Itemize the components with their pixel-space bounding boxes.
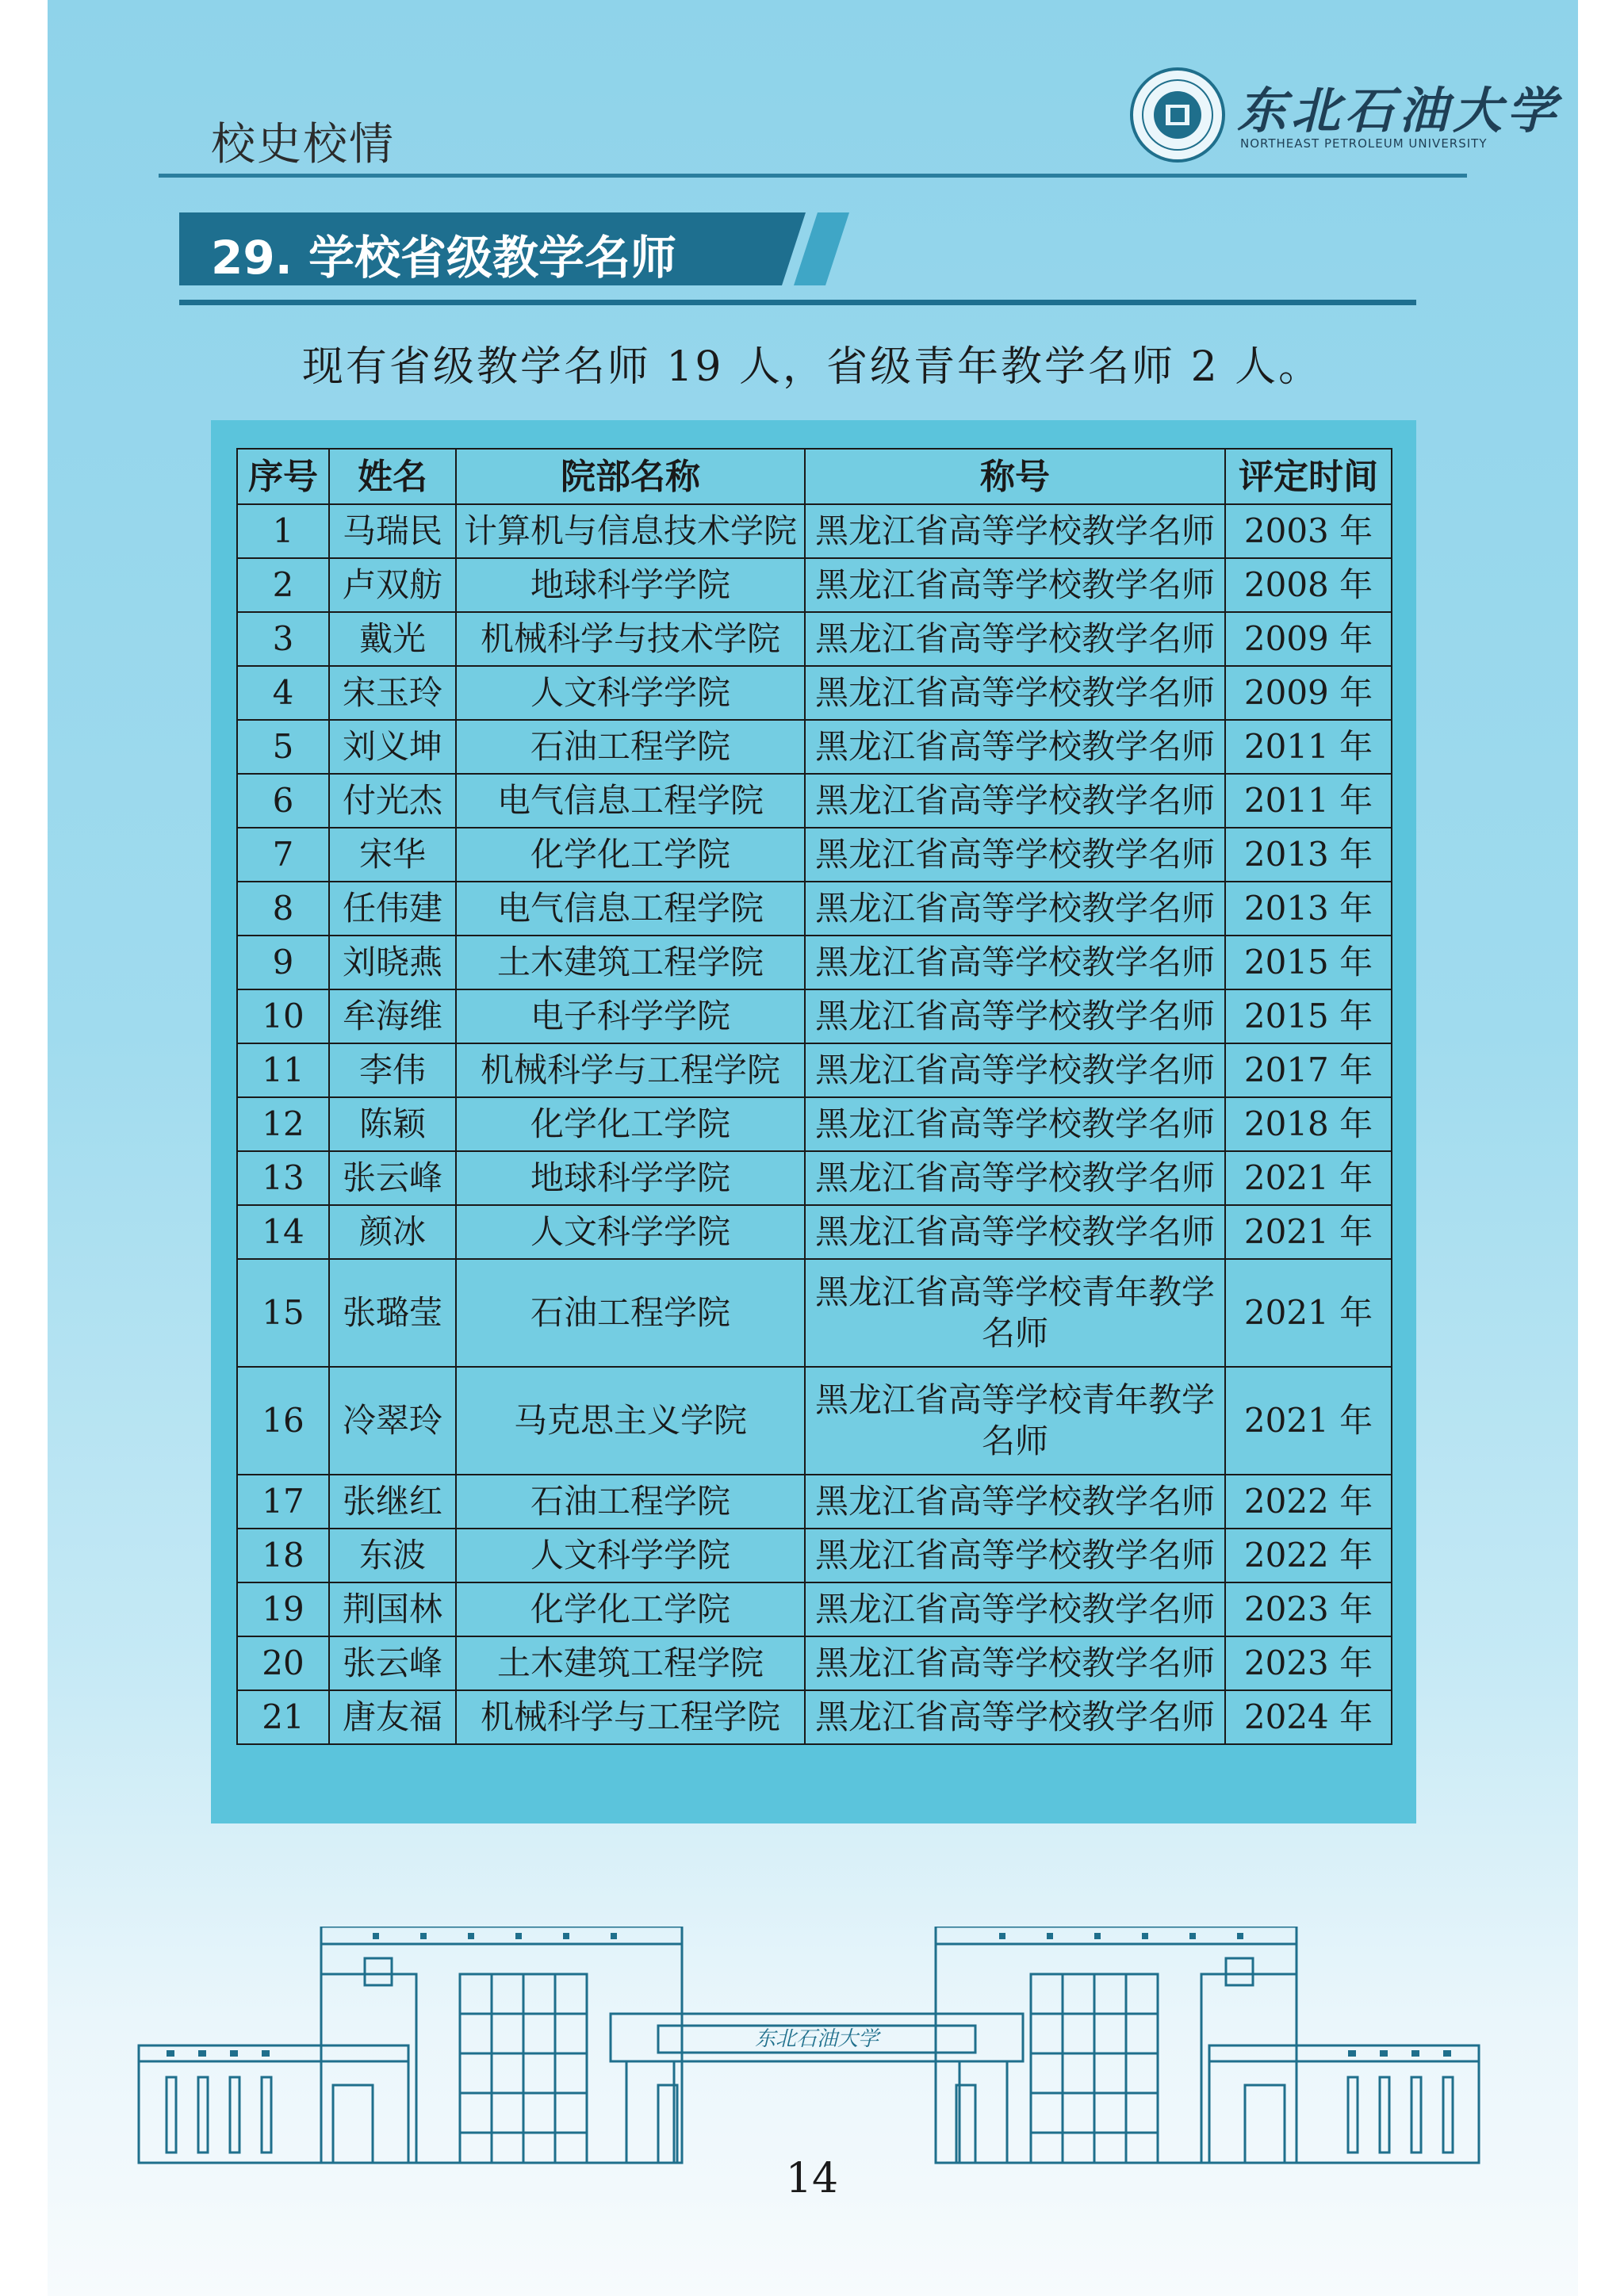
teacher-name: 卢双舫	[329, 558, 456, 612]
table-row	[237, 1367, 1392, 1475]
teacher-name: 牟海维	[329, 989, 456, 1043]
honor-title: 黑龙江省高等学校教学名师	[805, 936, 1225, 989]
department-name: 石油工程学院	[456, 1475, 805, 1529]
teacher-name: 张继红	[329, 1475, 456, 1529]
university-seal-icon	[1126, 63, 1229, 166]
header-rule	[159, 174, 1467, 178]
department-name: 石油工程学院	[456, 1259, 805, 1367]
honor-title: 黑龙江省高等学校青年教学名师	[805, 1367, 1225, 1475]
teacher-name: 戴光	[329, 612, 456, 666]
award-year: 2018 年	[1225, 1097, 1392, 1151]
table-row	[237, 774, 1392, 828]
table-row	[237, 1475, 1392, 1529]
award-year: 2013 年	[1225, 828, 1392, 882]
column-header: 序号	[237, 449, 329, 504]
honor-title: 黑龙江省高等学校教学名师	[805, 558, 1225, 612]
teacher-name: 张云峰	[329, 1636, 456, 1690]
table-row	[237, 882, 1392, 936]
row-index: 21	[237, 1690, 329, 1744]
row-index: 6	[237, 774, 329, 828]
row-index: 4	[237, 666, 329, 720]
honor-title: 黑龙江省高等学校教学名师	[805, 1636, 1225, 1690]
department-name: 土木建筑工程学院	[456, 1636, 805, 1690]
table-row	[237, 1151, 1392, 1205]
department-name: 石油工程学院	[456, 720, 805, 774]
award-year: 2015 年	[1225, 936, 1392, 989]
column-header: 评定时间	[1225, 449, 1392, 504]
row-index: 9	[237, 936, 329, 989]
teacher-name: 付光杰	[329, 774, 456, 828]
award-year: 2024 年	[1225, 1690, 1392, 1744]
teacher-name: 冷翠玲	[329, 1367, 456, 1475]
table-row	[237, 1259, 1392, 1367]
teacher-name: 任伟建	[329, 882, 456, 936]
honor-title: 黑龙江省高等学校教学名师	[805, 1690, 1225, 1744]
department-name: 机械科学与技术学院	[456, 612, 805, 666]
department-name: 电子科学学院	[456, 989, 805, 1043]
table-row	[237, 936, 1392, 989]
column-header: 姓名	[329, 449, 456, 504]
honor-title: 黑龙江省高等学校教学名师	[805, 1205, 1225, 1259]
award-year: 2021 年	[1225, 1259, 1392, 1367]
honor-title: 黑龙江省高等学校教学名师	[805, 828, 1225, 882]
department-name: 化学化工学院	[456, 1097, 805, 1151]
award-year: 2008 年	[1225, 558, 1392, 612]
row-index: 3	[237, 612, 329, 666]
teacher-name: 颜冰	[329, 1205, 456, 1259]
page-number: 14	[785, 2155, 839, 2202]
department-name: 电气信息工程学院	[456, 774, 805, 828]
department-name: 化学化工学院	[456, 828, 805, 882]
award-year: 2017 年	[1225, 1043, 1392, 1097]
row-index: 7	[237, 828, 329, 882]
row-index: 1	[237, 504, 329, 558]
table-row	[237, 1529, 1392, 1582]
award-year: 2022 年	[1225, 1475, 1392, 1529]
row-index: 2	[237, 558, 329, 612]
award-year: 2021 年	[1225, 1367, 1392, 1475]
department-name: 计算机与信息技术学院	[456, 504, 805, 558]
row-index: 13	[237, 1151, 329, 1205]
section-label: 校史校情	[211, 119, 395, 170]
table-row	[237, 1690, 1392, 1744]
title-rule	[179, 300, 1416, 305]
teacher-name: 马瑞民	[329, 504, 456, 558]
award-year: 2013 年	[1225, 882, 1392, 936]
gate-sign-text: 东北石油大学	[754, 2027, 879, 2051]
column-header: 院部名称	[456, 449, 805, 504]
award-year: 2011 年	[1225, 720, 1392, 774]
honor-title: 黑龙江省高等学校教学名师	[805, 774, 1225, 828]
department-name: 地球科学学院	[456, 1151, 805, 1205]
teacher-name: 李伟	[329, 1043, 456, 1097]
award-year: 2003 年	[1225, 504, 1392, 558]
honor-title: 黑龙江省高等学校教学名师	[805, 1475, 1225, 1529]
award-year: 2021 年	[1225, 1205, 1392, 1259]
department-name: 地球科学学院	[456, 558, 805, 612]
honor-title: 黑龙江省高等学校教学名师	[805, 666, 1225, 720]
honor-title: 黑龙江省高等学校青年教学名师	[805, 1259, 1225, 1367]
table-row	[237, 1043, 1392, 1097]
section-title-bar	[179, 212, 861, 285]
teacher-name: 东波	[329, 1529, 456, 1582]
department-name: 机械科学与工程学院	[456, 1690, 805, 1744]
row-index: 12	[237, 1097, 329, 1151]
table-row	[237, 612, 1392, 666]
honor-title: 黑龙江省高等学校教学名师	[805, 989, 1225, 1043]
intro-text: 现有省级教学名师 19 人，省级青年教学名师 2 人。	[301, 343, 1323, 391]
table-row	[237, 1636, 1392, 1690]
award-year: 2011 年	[1225, 774, 1392, 828]
honor-title: 黑龙江省高等学校教学名师	[805, 1097, 1225, 1151]
department-name: 人文科学学院	[456, 666, 805, 720]
department-name: 人文科学学院	[456, 1529, 805, 1582]
logo-text: 东北石油大学	[1237, 82, 1561, 140]
honor-title: 黑龙江省高等学校教学名师	[805, 612, 1225, 666]
row-index: 18	[237, 1529, 329, 1582]
award-year: 2015 年	[1225, 989, 1392, 1043]
table-row	[237, 504, 1392, 558]
honor-title: 黑龙江省高等学校教学名师	[805, 1151, 1225, 1205]
row-index: 17	[237, 1475, 329, 1529]
table-row	[237, 1582, 1392, 1636]
honor-title: 黑龙江省高等学校教学名师	[805, 882, 1225, 936]
table-row	[237, 828, 1392, 882]
table-row	[237, 666, 1392, 720]
table-row	[237, 1205, 1392, 1259]
honor-title: 黑龙江省高等学校教学名师	[805, 504, 1225, 558]
table-row	[237, 989, 1392, 1043]
row-index: 19	[237, 1582, 329, 1636]
honor-title: 黑龙江省高等学校教学名师	[805, 1043, 1225, 1097]
teacher-name: 刘晓燕	[329, 936, 456, 989]
department-name: 电气信息工程学院	[456, 882, 805, 936]
award-year: 2009 年	[1225, 612, 1392, 666]
honor-title: 黑龙江省高等学校教学名师	[805, 1582, 1225, 1636]
department-name: 机械科学与工程学院	[456, 1043, 805, 1097]
row-index: 14	[237, 1205, 329, 1259]
row-index: 16	[237, 1367, 329, 1475]
department-name: 化学化工学院	[456, 1582, 805, 1636]
column-header: 称号	[805, 449, 1225, 504]
table-header-row	[237, 449, 1392, 504]
table-row	[237, 1097, 1392, 1151]
row-index: 5	[237, 720, 329, 774]
teacher-name: 刘义坤	[329, 720, 456, 774]
award-year: 2021 年	[1225, 1151, 1392, 1205]
table-row	[237, 558, 1392, 612]
department-name: 人文科学学院	[456, 1205, 805, 1259]
teacher-name: 陈颖	[329, 1097, 456, 1151]
teacher-name: 荆国林	[329, 1582, 456, 1636]
row-index: 15	[237, 1259, 329, 1367]
teacher-name: 张璐莹	[329, 1259, 456, 1367]
award-year: 2009 年	[1225, 666, 1392, 720]
campus-gate-illustration	[135, 1927, 1483, 2168]
teacher-name: 宋华	[329, 828, 456, 882]
award-year: 2023 年	[1225, 1636, 1392, 1690]
award-year: 2022 年	[1225, 1529, 1392, 1582]
table-row	[237, 720, 1392, 774]
row-index: 20	[237, 1636, 329, 1690]
teachers-table	[236, 448, 1392, 1745]
row-index: 10	[237, 989, 329, 1043]
department-name: 土木建筑工程学院	[456, 936, 805, 989]
department-name: 马克思主义学院	[456, 1367, 805, 1475]
logo-subtext: NORTHEAST PETROLEUM UNIVERSITY	[1240, 136, 1488, 151]
honor-title: 黑龙江省高等学校教学名师	[805, 720, 1225, 774]
honor-title: 黑龙江省高等学校教学名师	[805, 1529, 1225, 1582]
teacher-name: 张云峰	[329, 1151, 456, 1205]
section-title: 29. 学校省级教学名师	[211, 231, 676, 285]
university-logo	[1126, 63, 1561, 166]
teacher-name: 唐友福	[329, 1690, 456, 1744]
teacher-name: 宋玉玲	[329, 666, 456, 720]
row-index: 11	[237, 1043, 329, 1097]
award-year: 2023 年	[1225, 1582, 1392, 1636]
row-index: 8	[237, 882, 329, 936]
